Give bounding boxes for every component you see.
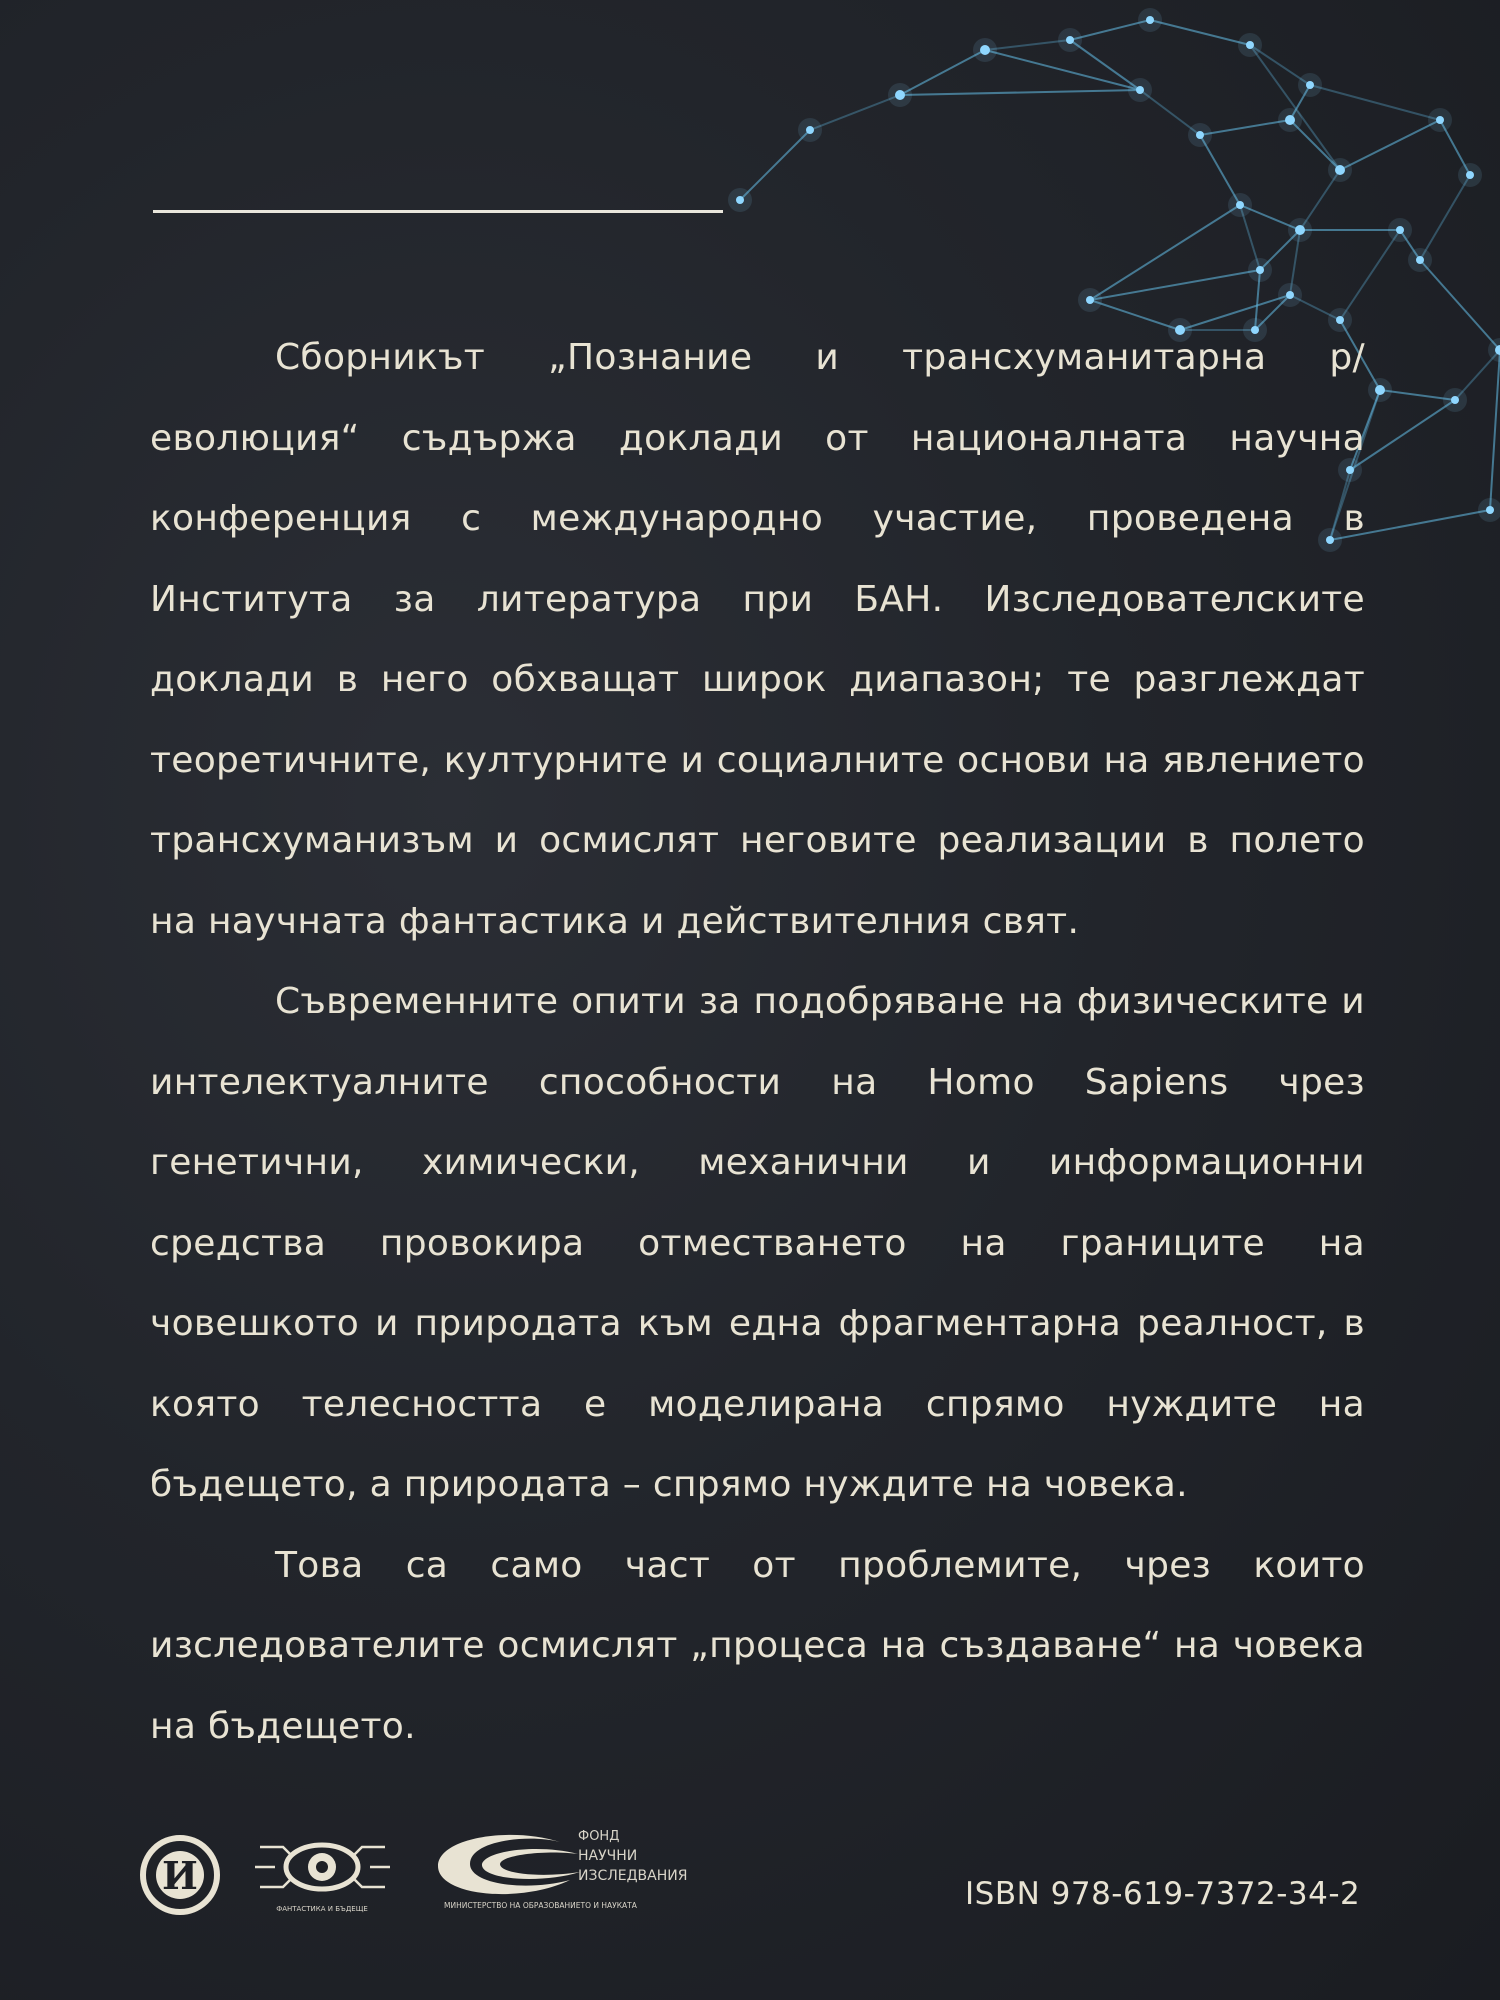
network-edge bbox=[1070, 40, 1140, 90]
network-edge bbox=[740, 130, 810, 200]
network-edge bbox=[1340, 230, 1400, 320]
network-edge bbox=[810, 95, 900, 130]
fund-line-3: ИЗСЛЕДВАНИЯ bbox=[578, 1868, 688, 1884]
network-edge bbox=[1420, 175, 1470, 260]
network-node bbox=[1375, 385, 1385, 395]
paragraph-1: Сборникът „Познание и трансхуманитарна р/еволюция“ съдържа доклади от националната научна конференция с международно участие, проведена в Института за литература при БАН. Изследователските доклади в него обхващат широк диапазон; те разглеждат теоретичните, културните и социалните основи на явлението трансхуманизъм и осмислят неговите реализации в полето на научната фантастика и действителния свят. bbox=[150, 337, 1365, 942]
network-edge bbox=[1200, 120, 1290, 135]
network-node bbox=[1286, 291, 1294, 299]
paragraph-3: Това са само част от проблемите, чрез които изследователите осмислят „процеса на създаване“ на човека на бъдещето. bbox=[150, 1544, 1365, 1747]
fund-ministry: МИНИСТЕРСТВО НА ОБРАЗОВАНИЕТО И НАУКАТА bbox=[444, 1901, 637, 1910]
isbn: ISBN 978-619-7372-34-2 bbox=[965, 1876, 1361, 1912]
network-node bbox=[736, 196, 744, 204]
publisher-logo bbox=[140, 1835, 220, 1915]
network-node bbox=[1416, 256, 1424, 264]
network-node bbox=[1466, 171, 1474, 179]
network-node bbox=[1246, 41, 1254, 49]
network-edge bbox=[985, 40, 1070, 50]
paragraph-2: Съвременните опити за подобряване на физическите и интелектуалните способности на Homo Sapiens чрез генетични, химически, механични и информационни средства провокира отместването на границите на човешкото и природата към една фрагментарна реалност, в която телесността е моделирана спрямо нуждите на бъдещето, а природата – спрямо нуждите на човека. bbox=[150, 981, 1365, 1505]
fund-logo bbox=[430, 1820, 750, 1920]
network-edge bbox=[1070, 20, 1150, 40]
network-node bbox=[1306, 81, 1314, 89]
network-edge bbox=[1250, 45, 1340, 170]
network-node bbox=[1396, 226, 1404, 234]
network-edge bbox=[1340, 120, 1440, 170]
network-node bbox=[806, 126, 814, 134]
description-text bbox=[150, 318, 1365, 1767]
network-node bbox=[1295, 225, 1305, 235]
network-node bbox=[1335, 165, 1345, 175]
network-edge bbox=[1200, 135, 1240, 205]
network-node bbox=[1256, 266, 1264, 274]
network-node bbox=[1146, 16, 1154, 24]
network-node bbox=[1486, 506, 1494, 514]
network-edge bbox=[1150, 20, 1250, 45]
fund-line-2: НАУЧНИ bbox=[578, 1848, 638, 1864]
network-node bbox=[1236, 201, 1244, 209]
top-rule bbox=[153, 210, 723, 213]
network-node bbox=[1285, 115, 1295, 125]
network-edge bbox=[1310, 85, 1440, 120]
network-node bbox=[1436, 116, 1444, 124]
network-node bbox=[1451, 396, 1459, 404]
network-edge bbox=[985, 50, 1140, 90]
network-node bbox=[1136, 86, 1144, 94]
network-node bbox=[895, 90, 905, 100]
network-edge bbox=[1420, 260, 1500, 350]
publisher-letter: И bbox=[162, 1853, 198, 1898]
fantastika-caption: ФАНТАСТИКА И БЪДЕЩЕ bbox=[276, 1905, 368, 1913]
network-edge bbox=[1490, 350, 1500, 510]
fund-line-1: ФОНД bbox=[578, 1829, 620, 1844]
network-edge bbox=[900, 90, 1140, 95]
network-node bbox=[1086, 296, 1094, 304]
network-node bbox=[1196, 131, 1204, 139]
network-node bbox=[980, 45, 990, 55]
network-node bbox=[1066, 36, 1074, 44]
fantastika-logo bbox=[255, 1825, 390, 1925]
network-edge bbox=[900, 50, 985, 95]
